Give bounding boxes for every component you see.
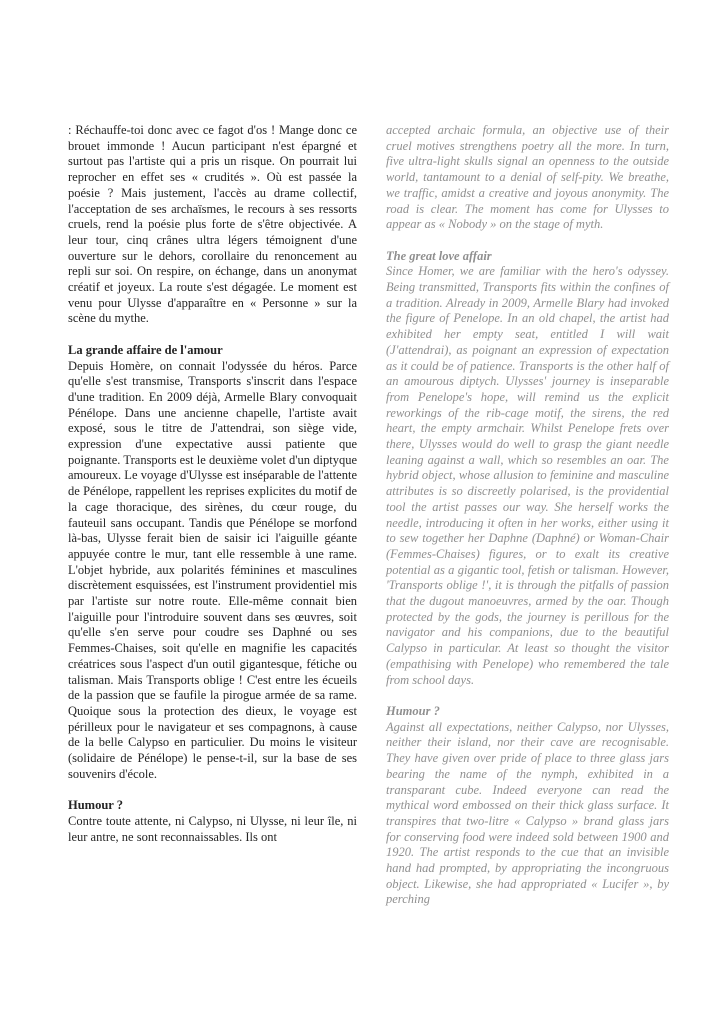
english-heading-humour: Humour ? [386,703,440,718]
french-heading-love-affair: La grande affaire de l'amour [68,342,223,357]
french-paragraph-intro: : Réchauffe-toi donc avec ce fagot d'os ! Mange donc ce brouet immonde ! Aucun participant n'est épargné et surtout pas l'artiste qui a pris un risque. On pourrait lui reprocher en effet ses « crudités ». Où est passée la poésie ? Mais justement, l'accès au drame collectif, l'acceptation de ses archaïsmes, le recours à ses ressorts cruels, rend la poésie plus forte de s'être objectivée. A leur tour, cinq crânes ultra légers témoignent d'une ouverture sur le dehors, corollaire du renoncement au repli sur soi. On respire, on échange, dans un anonymat créatif et joyeux. La route s'est dégagée. Le moment est venu pour Ulysse d'apparaître en « Personne » sur la scène du mythe. [68,123,357,326]
english-paragraph-humour: Against all expectations, neither Calypso, nor Ulysses, neither their island, nor their cave are recognisable. They have given over pride of place to three glass jars bearing the name of the nymph, exhibited in a transparant cube. Indeed everyone can read the mythical word embossed on their thick glass surface. It transpires that two-litre « Calypso » brand glass jars for conserving food were indeed sold between 1900 and 1920. The artist responds to the cue that an invisible hand had prompted, by appropriating the incongruous object. Likewise, she had appropriated « Lucifer », by perching [386,719,669,907]
french-paragraph-humour: Contre toute attente, ni Calypso, ni Ulysse, ni leur île, ni leur antre, ne sont reconnaissables. Ils ont [68,813,357,844]
english-heading-love-affair: The great love affair [386,248,492,263]
english-paragraph-intro: accepted archaic formula, an objective use of their cruel motives strengthens poetry all the more. In turn, five ultra-light skulls signal an openness to the outside world, tantamount to a denial of self-pity. We breathe, we traffic, amidst a creative and joyous anonymity. The road is clear. The moment has come for Ulysses to appear as « Nobody » on the stage of myth. [386,123,669,232]
french-column [68,123,357,845]
french-heading-humour: Humour ? [68,798,123,813]
french-paragraph-love-affair: Depuis Homère, on connait l'odyssée du héros. Parce qu'elle s'est transmise, Transports s'inscrit dans l'espace d'une tradition. En 2009 déjà, Armelle Blary convoquait Pénélope. Dans une ancienne chapelle, l'artiste avait exposé, sous le titre de J'attendrai, son siège vide, expression d'une expectative aussi patiente que poignante. Transports est le deuxième volet d'un diptyque amoureux. Le voyage d'Ulysse est inséparable de l'attente de Pénélope, rappellent les reprises explicites du motif de la cage thoracique, des sirènes, du cœur rouge, du fauteuil sans occupant. Tandis que Pénélope se morfond là-bas, Ulysse ferait bien de saisir ici l'aiguille géante appuyée contre le mur, tant elle ressemble à une rame. L'objet hybride, aux polarités féminines et masculines discrètement esquissées, est l'instrument providentiel mis par l'artiste sur notre route. Elle-même connait bien l'aiguille pour l'introduire souvent dans ses œuvres, soit qu'elle s'en serve pour coudre ses Daphné ou ses Femmes-Chaises, soit qu'elle en magnifie les capacités créatrices sous l'aspect d'un outil gigantesque, fétiche ou talisman. Mais Transports oblige ! C'est entre les écueils de la passion que se faufile la pirogue armée de sa rame. Quoique sous la protection des dieux, le voyage est périlleux pour le navigateur et ses compagnons, à cause de la belle Calypso en particulier. Du moins le visiteur (solidaire de Pénélope) le pense-t-il, sur la base de ses souvenirs d'école. [68,358,357,781]
english-column [386,123,669,908]
english-paragraph-love-affair: Since Homer, we are familiar with the hero's odyssey. Being transmitted, Transports fits within the confines of a tradition. Already in 2009, Armelle Blary had invoked the figure of Penelope. In an old chapel, the artist had exhibited her empty seat, entitled I will wait (J'attendrai), as poignant an expression of expectation as it could be of patience. Transports is the other half of an amourous diptych. Ulysses' journey is inseparable from Penelope's hope, will remind us the explicit reworkings of the rib-cage motif, the sirens, the red heart, the empty armchair. Whilst Penelope frets over there, Ulysses would do well to grasp the giant needle leaning against a wall, which so resembles an oar. The hybrid object, whose allusion to feminine and masculine attributes is so discreetly polarised, is the providential tool the artist passes our way. She herself works the needle, introducing it often in her works, either using it to sew together her Daphne (Daphné) or Woman-Chair (Femmes-Chaises) figures, or to exalt its creative potential as a gigantic tool, fetish or talisman. However, 'Transports oblige !', it is through the pitfalls of passion that the dugout manoeuvres, armed by the oar. Though protected by the gods, the journey is perillous for the navigator and his companions, due to the beautiful Calypso in particular. At least so thought the visitor (empathising with Penelope) who remembered the tale from school days. [386,264,669,687]
